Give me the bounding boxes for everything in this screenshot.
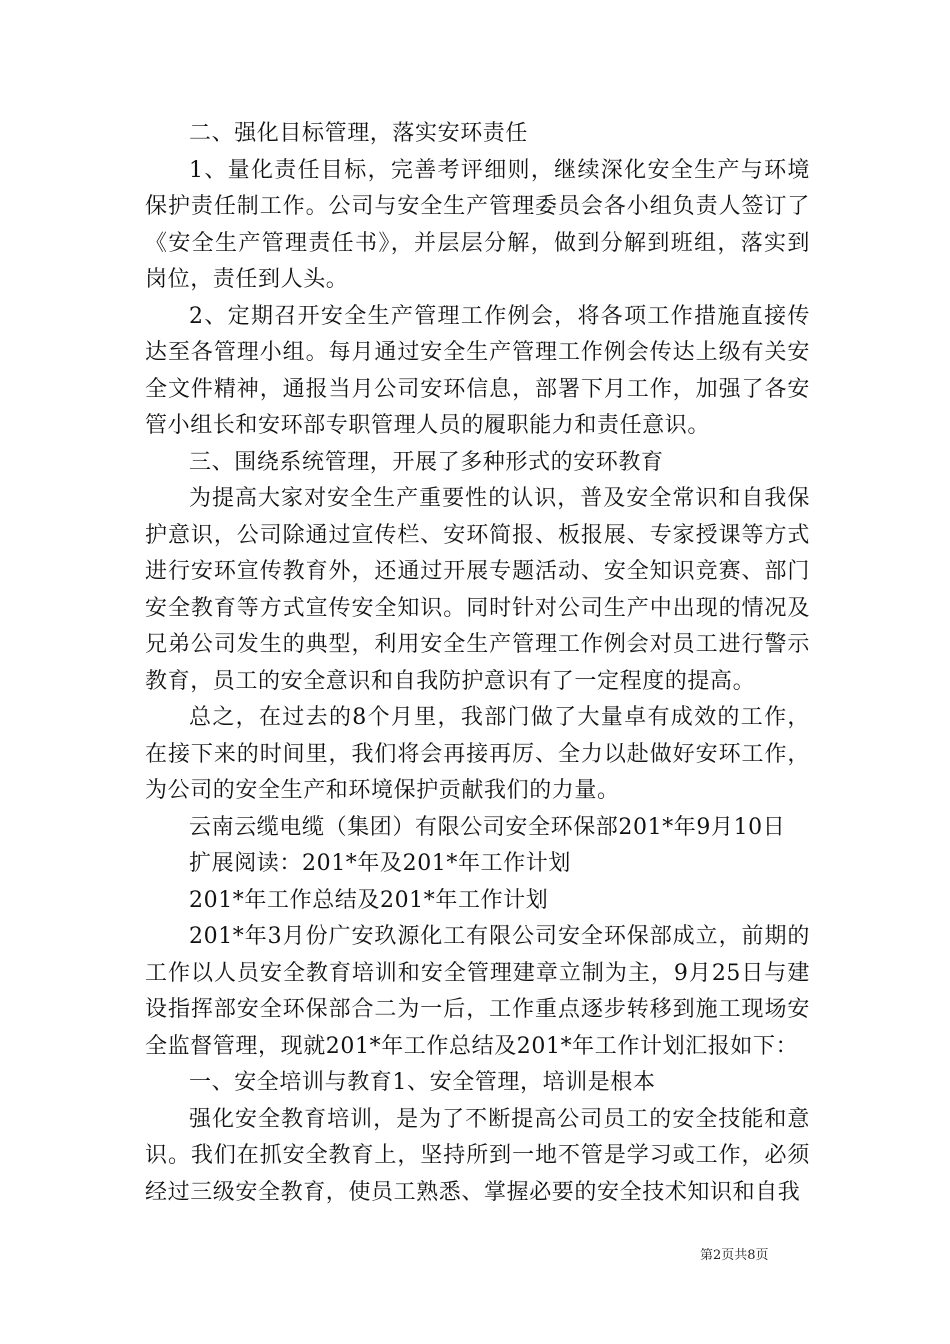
paragraph-safety-awareness: 为提高大家对安全生产重要性的认识，普及安全常识和自我保护意识，公司除通过宣传栏、安环简报、板报展、专家授课等方式进行安环宣传教育外，还通过开展专题活动、安全知识竞赛、部门安全教育等方式宣传安全知识。同时针对公司生产中出现的情况及兄弟公司发生的典型，利用安全生产管理工作例会对员工进行警示教育，员工的安全意识和自我防护意识有了一定程度的提高。: [145, 486, 810, 694]
page-number: 第2页共8页: [700, 1248, 769, 1263]
signature-line: 云南云缆电缆（集团）有限公司安全环保部201*年9月10日: [189, 814, 786, 840]
paragraph-department-founding: 201*年3月份广安玖源化工有限公司安全环保部成立，前期的工作以人员安全教育培训和安全管理建章立制为主，9月25日与建设指挥部安全环保部合二为一后，工作重点逐步转移到施工现场安全监督管理，现就201*年工作总结及201*年工作计划汇报如下：: [145, 924, 810, 1059]
section-heading-training: 一、安全培训与教育1、安全管理，培训是根本: [189, 1070, 656, 1095]
section-heading-safety-education: 三、围绕系统管理，开展了多种形式的安环教育: [189, 449, 664, 475]
paragraph-summary: 总之，在过去的8个月里，我部门做了大量卓有成效的工作，在接下来的时间里，我们将会再接再厉、全力以赴做好安环工作，为公司的安全生产和环境保护贡献我们的力量。: [145, 705, 810, 803]
work-summary-title: 201*年工作总结及201*年工作计划: [189, 887, 549, 913]
paragraph-quantify-responsibility: 1、量化责任目标，完善考评细则，继续深化安全生产与环境保护责任制工作。公司与安全生产管理委员会各小组负责人签订了《安全生产管理责任书》，并层层分解，做到分解到班组，落实到岗位，责任到人头。: [145, 157, 810, 292]
section-heading-target-management: 二、强化目标管理，落实安环责任: [189, 121, 529, 146]
paragraph-training-detail: 强化安全教育培训，是为了不断提高公司员工的安全技能和意识。我们在抓安全教育上，坚持所到一地不管是学习或工作，必须经过三级安全教育，使员工熟悉、掌握必要的安全技术知识和自我: [145, 1106, 810, 1205]
extended-reading-title: 扩展阅读：201*年及201*年工作计划: [189, 851, 571, 876]
document-body: [145, 116, 810, 1211]
paragraph-regular-meetings: 2、定期召开安全生产管理工作例会，将各项工作措施直接传达至各管理小组。每月通过安全生产管理工作例会传达上级有关安全文件精神，通报当月公司安环信息，部署下月工作，加强了各安管小组长和安环部专职管理人员的履职能力和责任意识。: [145, 303, 810, 438]
